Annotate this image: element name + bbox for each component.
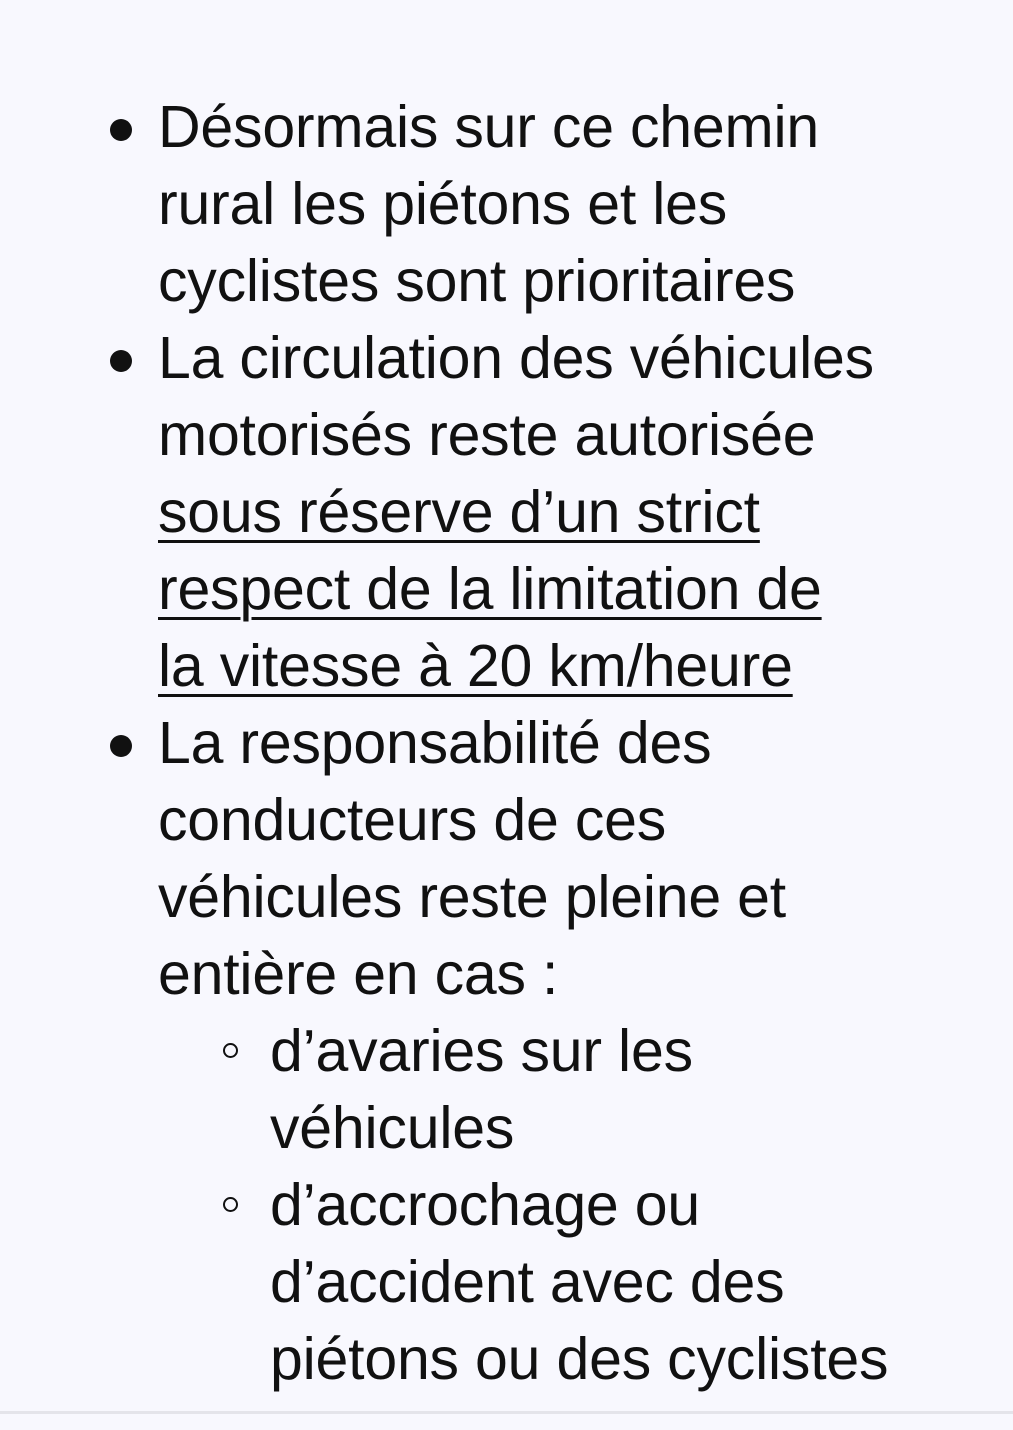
underlined-text-line: sous réserve d’un strict: [158, 479, 760, 545]
list-item-motor-vehicles: [158, 320, 1013, 705]
sub-list-item-text-line: d’accident avec des: [270, 1249, 785, 1315]
list-item-responsibility: [158, 705, 1013, 1398]
document-content: [0, 89, 1013, 1398]
list-item-text-line: Désormais sur ce chemin: [158, 94, 819, 160]
sub-list-item-text-line: d’accrochage ou: [270, 1172, 700, 1238]
sub-list-item-text-line: véhicules: [270, 1095, 515, 1161]
list-item-priority: [158, 89, 1013, 320]
bullet-circle-icon: [223, 1043, 238, 1058]
underlined-condition: [158, 628, 1013, 705]
bullet-disc-icon: [110, 350, 132, 372]
sub-list-item-text-line: piétons ou des cyclistes: [270, 1326, 889, 1392]
bullet-disc-icon: [110, 735, 132, 757]
sub-list-item-accident: [270, 1167, 1013, 1398]
underlined-condition: [158, 474, 1013, 551]
underlined-condition: [158, 551, 1013, 628]
sub-list-item-damage: [270, 1013, 1013, 1167]
bullet-disc-icon: [110, 119, 132, 141]
list-item-text-line: rural les piétons et les: [158, 171, 728, 237]
list-item-text-line: conducteurs de ces: [158, 787, 667, 853]
underlined-text-line: respect de la limitation de: [158, 556, 822, 622]
list-item-text-line: La responsabilité des: [158, 710, 712, 776]
list-item-text-line: motorisés reste autorisée: [158, 402, 816, 468]
rules-list: [0, 89, 1013, 1398]
list-item-text-line: cyclistes sont prioritaires: [158, 248, 796, 314]
bullet-circle-icon: [223, 1197, 238, 1212]
underlined-text-line: la vitesse à 20 km/heure: [158, 633, 793, 699]
responsibility-cases-list: [158, 1013, 1013, 1398]
list-item-text-line: La circulation des véhicules: [158, 325, 874, 391]
bottom-divider: [0, 1411, 1013, 1414]
list-item-text-line: entière en cas :: [158, 941, 559, 1007]
sub-list-item-text-line: d’avaries sur les: [270, 1018, 693, 1084]
list-item-text-line: véhicules reste pleine et: [158, 864, 786, 930]
